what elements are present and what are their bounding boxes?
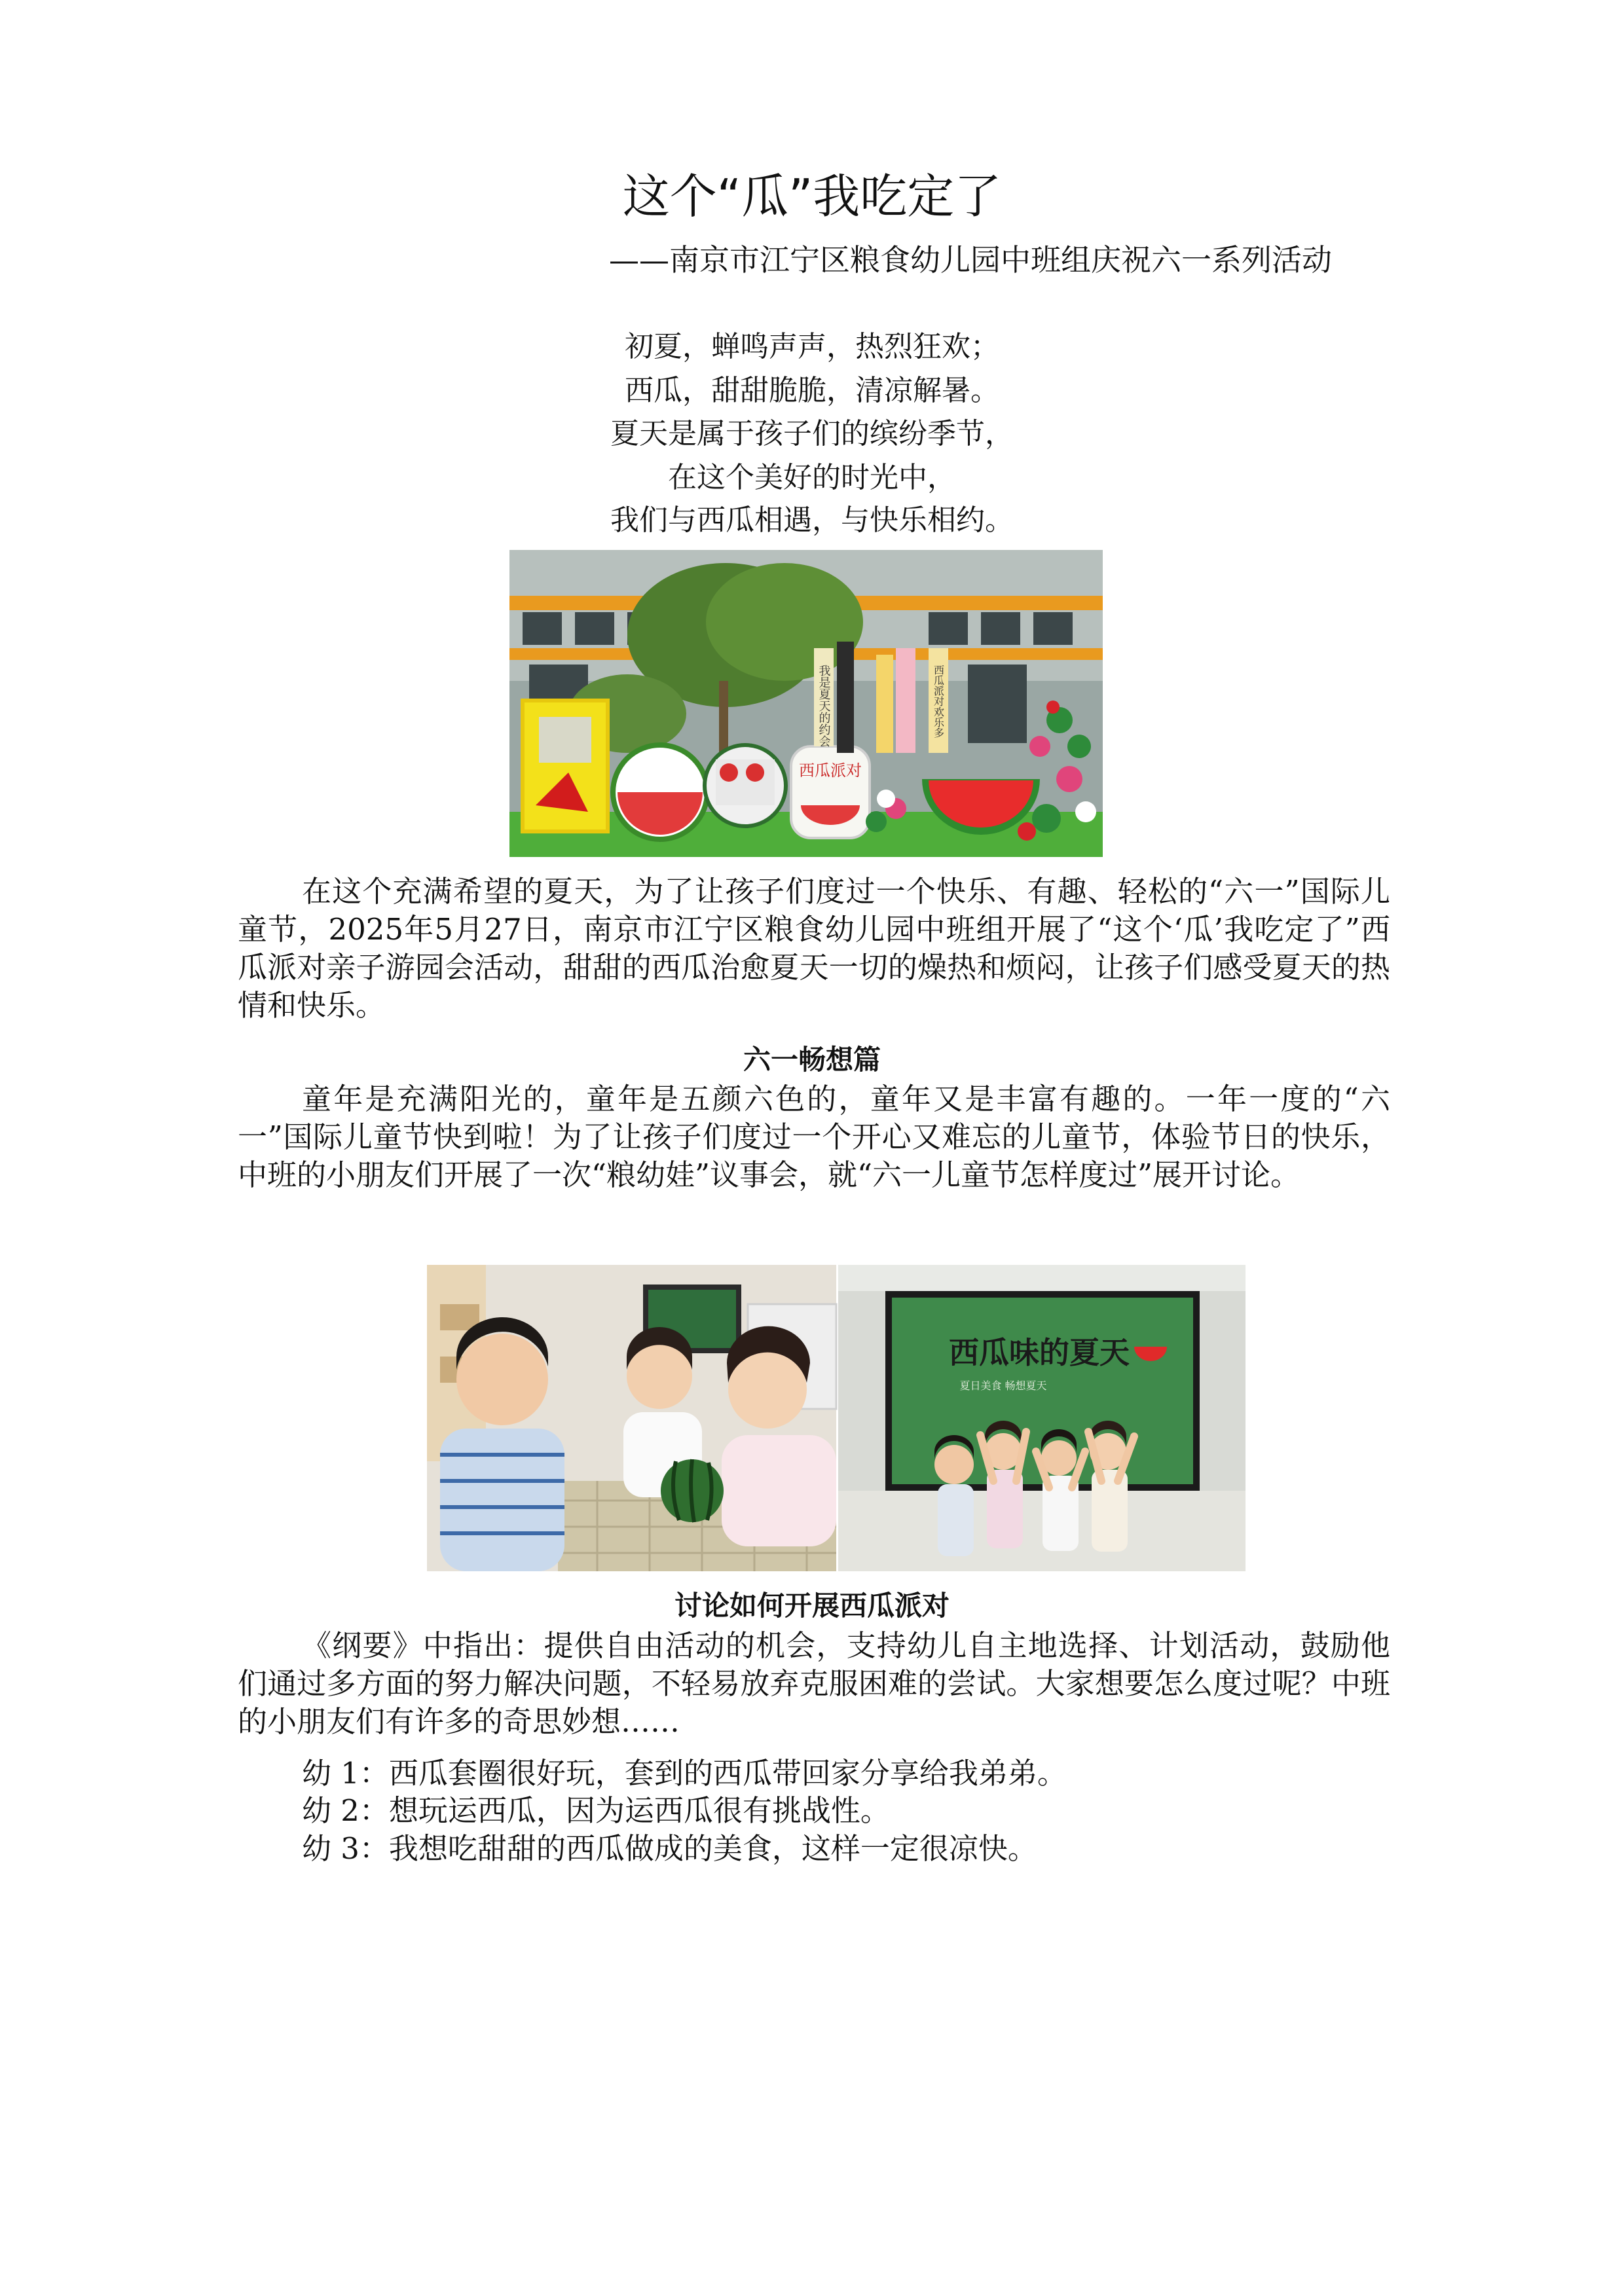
left-banner-text: 我是夏天的约会 bbox=[817, 665, 831, 747]
center-sign-text: 西瓜派对 bbox=[799, 761, 862, 780]
section2-paragraph: 《纲要》中指出：提供自由活动的机会，支持幼儿自主地选择、计划活动，鼓励他们通过多方面的努力解决问题，不轻易放弃克服困难的尝试。大家想要怎么度过呢？中班的小朋友们有许多的奇思妙想…… bbox=[238, 1628, 1390, 1739]
right-banner-text: 西瓜派对欢乐多 bbox=[932, 665, 945, 738]
poem-line-2: 西瓜，甜甜脆脆，清凉解暑。 bbox=[625, 374, 999, 407]
section1-paragraph: 童年是充满阳光的，童年是五颜六色的，童年又是丰富有趣的。一年一度的“六一”国际儿童节快到啦！为了让孩子们度过一个开心又难忘的儿童节，体验节日的快乐，中班的小朋友们开展了一次“粮幼娃”议事会，就“六一儿童节怎样度过”展开讨论。 bbox=[238, 1082, 1390, 1192]
page-title: 这个“瓜”我吃定了 bbox=[622, 169, 1002, 224]
quote-child-2: 幼 2：想玩运西瓜，因为运西瓜很有挑战性。 bbox=[302, 1793, 890, 1828]
screen-sub-text: 夏日美食 畅想夏天 bbox=[959, 1379, 1047, 1392]
poem-line-5: 我们与西瓜相遇，与快乐相约。 bbox=[610, 503, 1014, 537]
page-subtitle: ——南京市江宁区粮食幼儿园中班组庆祝六一系列活动 bbox=[609, 242, 1332, 278]
poem-line-1: 初夏，蝉鸣声声，热烈狂欢； bbox=[625, 330, 999, 363]
poem-line-4: 在这个美好的时光中， bbox=[668, 461, 956, 494]
section-heading-1: 六一畅想篇 bbox=[743, 1044, 881, 1076]
quote-child-3: 幼 3：我想吃甜甜的西瓜做成的美食，这样一定很凉快。 bbox=[302, 1831, 1037, 1866]
intro-paragraph: 在这个充满希望的夏天，为了让孩子们度过一个快乐、有趣、轻松的“六一”国际儿童节，2025年5月27日，南京市江宁区粮食幼儿园中班组开展了“这个‘瓜’我吃定了”西瓜派对亲子游园会活动，甜甜的西瓜治愈夏天一切的燥热和烦闷，让孩子们感受夏天的热情和快乐。 bbox=[238, 874, 1390, 1023]
screen-title-text: 西瓜味的夏天 bbox=[949, 1335, 1130, 1370]
classroom-photos bbox=[427, 1265, 1246, 1571]
party-decoration-photo bbox=[509, 550, 1103, 857]
quote-child-1: 幼 1：西瓜套圈很好玩，套到的西瓜带回家分享给我弟弟。 bbox=[302, 1756, 1067, 1791]
poem-line-3: 夏天是属于孩子们的缤纷季节， bbox=[610, 417, 1014, 450]
section-heading-2: 讨论如何开展西瓜派对 bbox=[674, 1590, 950, 1622]
